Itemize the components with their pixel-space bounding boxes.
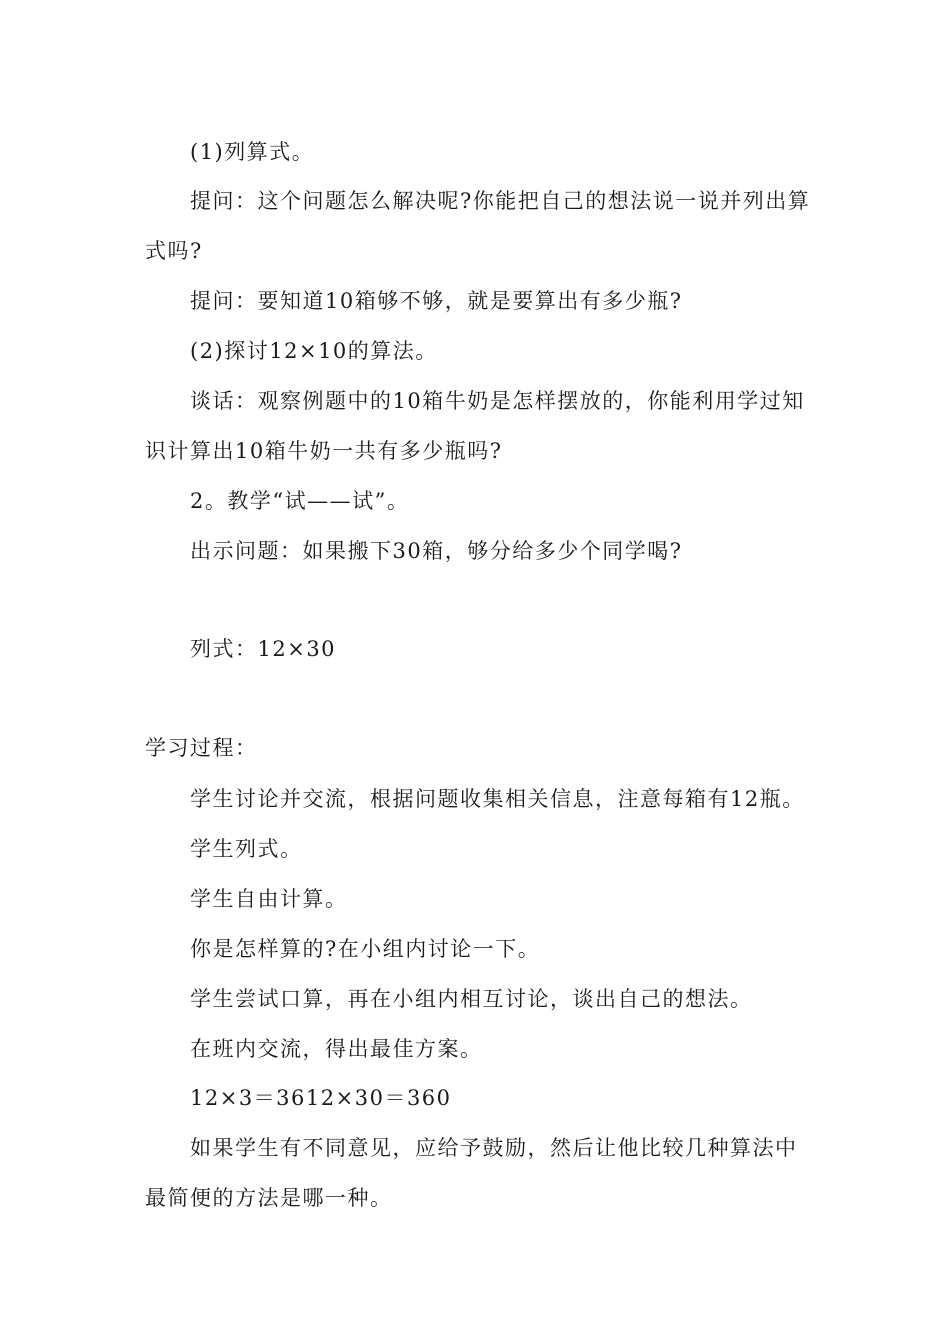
- paragraph-different-opinions-line-2: 最简便的方法是哪一种。: [145, 1186, 393, 1210]
- paragraph-equation: 12×3＝3612×30＝360: [190, 1086, 452, 1110]
- paragraph-question-1-line-1: 提问：这个问题怎么解决呢?你能把自己的想法说一说并列出算: [190, 189, 811, 213]
- paragraph-students-discuss: 学生讨论并交流，根据问题收集相关信息，注意每箱有12瓶。: [190, 787, 805, 811]
- paragraph-question-1-line-2: 式吗?: [145, 239, 203, 263]
- paragraph-class-exchange: 在班内交流，得出最佳方案。: [190, 1037, 483, 1061]
- paragraph-list-formula: (1)列算式。: [190, 140, 315, 164]
- paragraph-students-formula: 学生列式。: [190, 837, 303, 861]
- paragraph-question-2: 提问：要知道10箱够不够，就是要算出有多少瓶?: [190, 289, 683, 313]
- paragraph-students-calculate: 学生自由计算。: [190, 887, 348, 911]
- paragraph-formula-12x30: 列式：12×30: [190, 637, 337, 661]
- paragraph-explore-method: (2)探讨12×10的算法。: [190, 339, 438, 363]
- paragraph-teach-try: 2。教学“试——试”。: [190, 489, 410, 513]
- paragraph-how-calculated: 你是怎样算的?在小组内讨论一下。: [190, 937, 541, 961]
- paragraph-talk-line-2: 识计算出10箱牛奶一共有多少瓶吗?: [145, 439, 503, 463]
- paragraph-talk-line-1: 谈话：观察例题中的10箱牛奶是怎样摆放的，你能利用学过知: [190, 389, 805, 413]
- section-heading-learning-process: 学习过程：: [145, 736, 258, 760]
- paragraph-different-opinions-line-1: 如果学生有不同意见，应给予鼓励，然后让他比较几种算法中: [190, 1136, 798, 1160]
- paragraph-students-mental-math: 学生尝试口算，再在小组内相互讨论，谈出自己的想法。: [190, 987, 753, 1011]
- paragraph-show-problem: 出示问题：如果搬下30箱，够分给多少个同学喝?: [190, 539, 683, 563]
